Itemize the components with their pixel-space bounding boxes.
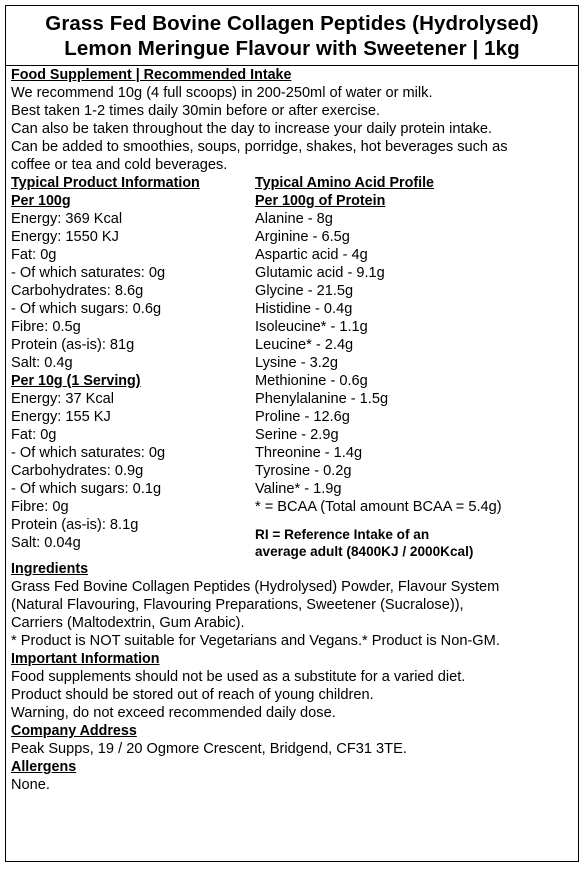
per-100g-heading: Per 100g <box>11 193 71 209</box>
amino-acid-column <box>255 174 574 560</box>
amino-row: Tyrosine - 0.2g <box>255 463 352 479</box>
important-line: Product should be stored out of reach of young children. <box>11 687 374 703</box>
amino-list <box>255 210 574 516</box>
ingredients-line: Carriers (Maltodextrin, Gum Arabic). <box>11 615 245 631</box>
product-info-column <box>11 174 255 560</box>
per-100g-list <box>11 210 255 372</box>
amino-row: Alanine - 8g <box>255 211 333 227</box>
amino-row: Proline - 12.6g <box>255 409 350 425</box>
ingredients-text <box>11 578 574 650</box>
company-address: Peak Supps, 19 / 20 Ogmore Crescent, Bridgend, CF31 3TE. <box>11 741 407 757</box>
amino-row: Glycine - 21.5g <box>255 283 354 299</box>
product-title <box>6 11 578 61</box>
amino-subheading: Per 100g of Protein <box>255 193 386 209</box>
amino-row: Serine - 2.9g <box>255 427 339 443</box>
intake-line: We recommend 10g (4 full scoops) in 200-250ml of water or milk. <box>11 85 433 101</box>
allergens-heading: Allergens <box>11 759 77 775</box>
nutrition-row: - Of which saturates: 0g <box>11 265 166 281</box>
nutrition-row: - Of which saturates: 0g <box>11 445 166 461</box>
amino-row: Methionine - 0.6g <box>255 373 368 389</box>
important-line: Warning, do not exceed recommended daily dose. <box>11 705 336 721</box>
reference-intake-note <box>255 526 574 560</box>
amino-row: Threonine - 1.4g <box>255 445 363 461</box>
amino-row: Aspartic acid - 4g <box>255 247 368 263</box>
amino-row: Histidine - 0.4g <box>255 301 353 317</box>
nutrition-row: Protein (as-is): 81g <box>11 337 135 353</box>
amino-row: Phenylalanine - 1.5g <box>255 391 389 407</box>
ingredients-line: Grass Fed Bovine Collagen Peptides (Hydrolysed) Powder, Flavour System <box>11 579 500 595</box>
important-text <box>11 668 574 722</box>
allergens-text: None. <box>11 777 50 793</box>
label-content <box>6 66 578 794</box>
nutrition-row: Fat: 0g <box>11 247 57 263</box>
important-line: Food supplements should not be used as a substitute for a varied diet. <box>11 669 466 685</box>
amino-row: Leucine* - 2.4g <box>255 337 354 353</box>
amino-row: Isoleucine* - 1.1g <box>255 319 368 335</box>
nutrition-row: Carbohydrates: 0.9g <box>11 463 144 479</box>
amino-heading: Typical Amino Acid Profile <box>255 175 435 191</box>
intake-heading: Food Supplement | Recommended Intake <box>11 67 292 83</box>
suitability-note: * Product is NOT suitable for Vegetarians and Vegans.* Product is Non-GM. <box>11 633 500 649</box>
amino-row: Lysine - 3.2g <box>255 355 339 371</box>
nutrition-row: Fibre: 0g <box>11 499 69 515</box>
amino-row: Glutamic acid - 9.1g <box>255 265 385 281</box>
nutrition-row: - Of which sugars: 0.1g <box>11 481 162 497</box>
bcaa-note: * = BCAA (Total amount BCAA = 5.4g) <box>255 499 502 515</box>
intake-line: Best taken 1-2 times daily 30min before or after exercise. <box>11 103 381 119</box>
ingredients-heading: Ingredients <box>11 561 89 577</box>
product-info-heading: Typical Product Information <box>11 175 200 191</box>
nutrition-row: - Of which sugars: 0.6g <box>11 301 162 317</box>
nutrition-row: Carbohydrates: 8.6g <box>11 283 144 299</box>
nutrition-row: Energy: 369 Kcal <box>11 211 123 227</box>
intake-line: Can be added to smoothies, soups, porridge, shakes, hot beverages such as <box>11 139 508 155</box>
amino-row: Arginine - 6.5g <box>255 229 350 245</box>
title-line-2: Lemon Meringue Flavour with Sweetener | 1kg <box>64 37 520 60</box>
product-label <box>5 5 579 862</box>
per-serving-list <box>11 390 255 552</box>
per-serving-heading: Per 10g (1 Serving) <box>11 373 141 389</box>
ri-line-1: RI = Reference Intake of an <box>255 527 430 542</box>
ingredients-line: (Natural Flavouring, Flavouring Preparations, Sweetener (Sucralose)), <box>11 597 464 613</box>
nutrition-row: Fat: 0g <box>11 427 57 443</box>
nutrition-row: Fibre: 0.5g <box>11 319 81 335</box>
company-heading: Company Address <box>11 723 137 739</box>
intake-line: Can also be taken throughout the day to increase your daily protein intake. <box>11 121 493 137</box>
nutrition-row: Energy: 1550 KJ <box>11 229 119 245</box>
nutrition-row: Salt: 0.4g <box>11 355 73 371</box>
amino-row: Valine* - 1.9g <box>255 481 342 497</box>
intake-text <box>11 84 574 174</box>
nutrition-row: Energy: 37 Kcal <box>11 391 115 407</box>
nutrition-columns <box>11 174 574 560</box>
nutrition-row: Energy: 155 KJ <box>11 409 111 425</box>
nutrition-row: Salt: 0.04g <box>11 535 81 551</box>
important-heading: Important Information <box>11 651 160 667</box>
intake-line: coffee or tea and cold beverages. <box>11 157 228 173</box>
nutrition-row: Protein (as-is): 8.1g <box>11 517 139 533</box>
title-line-1: Grass Fed Bovine Collagen Peptides (Hydrolysed) <box>45 12 539 35</box>
ri-line-2: average adult (8400KJ / 2000Kcal) <box>255 544 474 559</box>
